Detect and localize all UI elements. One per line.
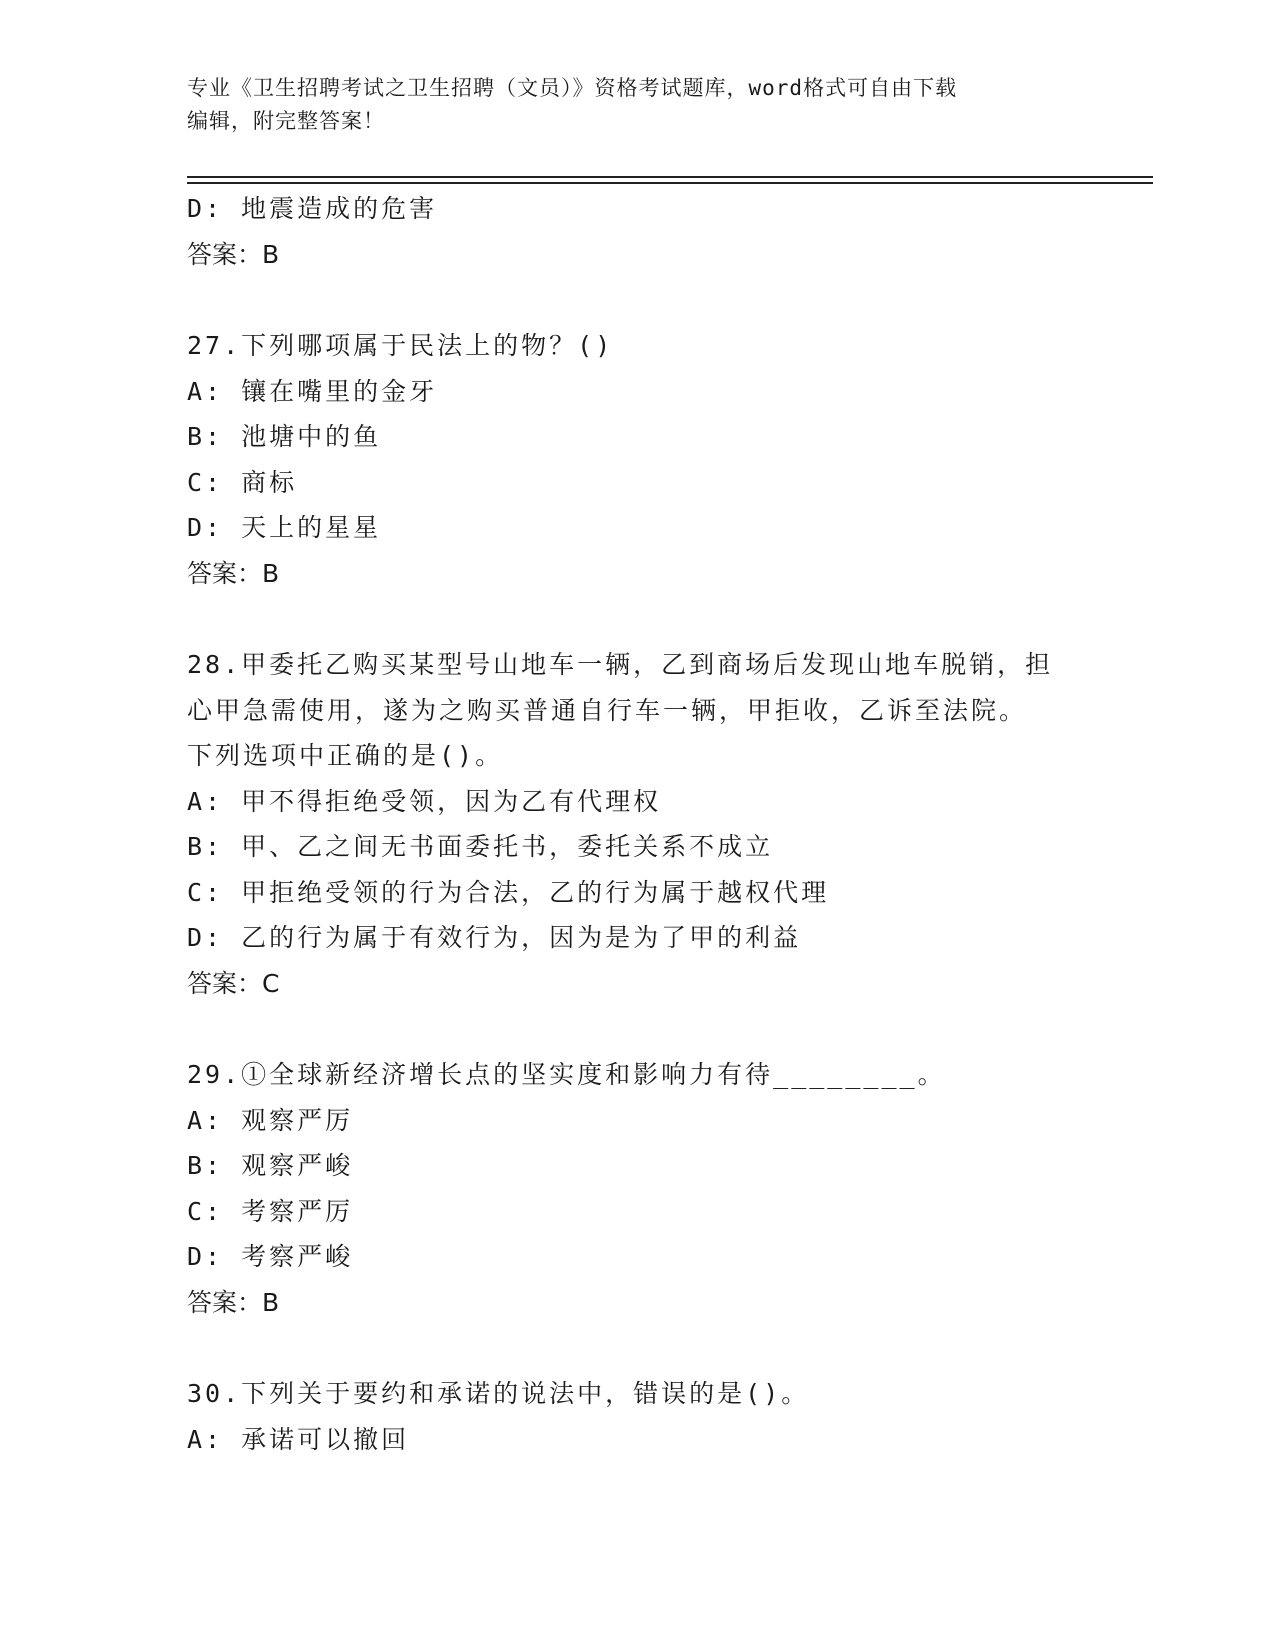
answer-line: 答案：B	[187, 558, 280, 588]
option-c: C: 商标	[187, 467, 298, 497]
option-a: A: 承诺可以撤回	[187, 1424, 410, 1454]
option-d: D: 天上的星星	[187, 513, 382, 542]
option-b: B: 甲、乙之间无书面委托书，委托关系不成立	[187, 832, 774, 861]
spacer	[187, 1325, 1087, 1371]
question-26-tail	[187, 186, 1087, 277]
spacer	[187, 277, 1087, 323]
question-text: 30.下列关于要约和承诺的说法中，错误的是()。	[187, 1379, 810, 1408]
header-divider-bottom	[187, 182, 1153, 184]
option-a: A: 观察严厉	[187, 1105, 354, 1135]
question-text: 29.①全球新经济增长点的坚实度和影响力有待________。	[187, 1060, 946, 1089]
option-b: B: 观察严峻	[187, 1151, 354, 1180]
question-29	[187, 1052, 1087, 1325]
question-27	[187, 323, 1087, 596]
header-line-2: 编辑，附完整答案！	[187, 109, 385, 133]
option-d: D: 考察严峻	[187, 1242, 354, 1271]
header-line-1: 专业《卫生招聘考试之卫生招聘（文员）》资格考试题库，word格式可自由下载	[187, 76, 958, 100]
answer-line: 答案：B	[187, 239, 280, 269]
question-content	[187, 186, 1087, 1462]
question-text-line-2: 心甲急需使用，遂为之购买普通自行车一辆，甲拒收，乙诉至法院。	[187, 695, 1028, 725]
option-c: C: 甲拒绝受领的行为合法，乙的行为属于越权代理	[187, 877, 830, 907]
option-c: C: 考察严厉	[187, 1196, 354, 1226]
option-a: A: 甲不得拒绝受领，因为乙有代理权	[187, 786, 662, 816]
option-a: A: 镶在嘴里的金牙	[187, 376, 438, 406]
question-text-line-1: 28.甲委托乙购买某型号山地车一辆，乙到商场后发现山地车脱销，担	[187, 650, 1054, 679]
question-30	[187, 1371, 1087, 1462]
spacer	[187, 596, 1087, 642]
option-d: D: 地震造成的危害	[187, 194, 438, 223]
spacer	[187, 1006, 1087, 1052]
option-d: D: 乙的行为属于有效行为，因为是为了甲的利益	[187, 923, 802, 952]
header-divider-top	[187, 176, 1153, 178]
option-b: B: 池塘中的鱼	[187, 422, 382, 451]
question-28	[187, 642, 1087, 1006]
answer-line: 答案：B	[187, 1287, 280, 1317]
question-text-line-3: 下列选项中正确的是()。	[187, 741, 504, 770]
document-header	[187, 72, 1087, 138]
question-text: 27.下列哪项属于民法上的物？()	[187, 331, 614, 360]
answer-line: 答案：C	[187, 968, 280, 998]
